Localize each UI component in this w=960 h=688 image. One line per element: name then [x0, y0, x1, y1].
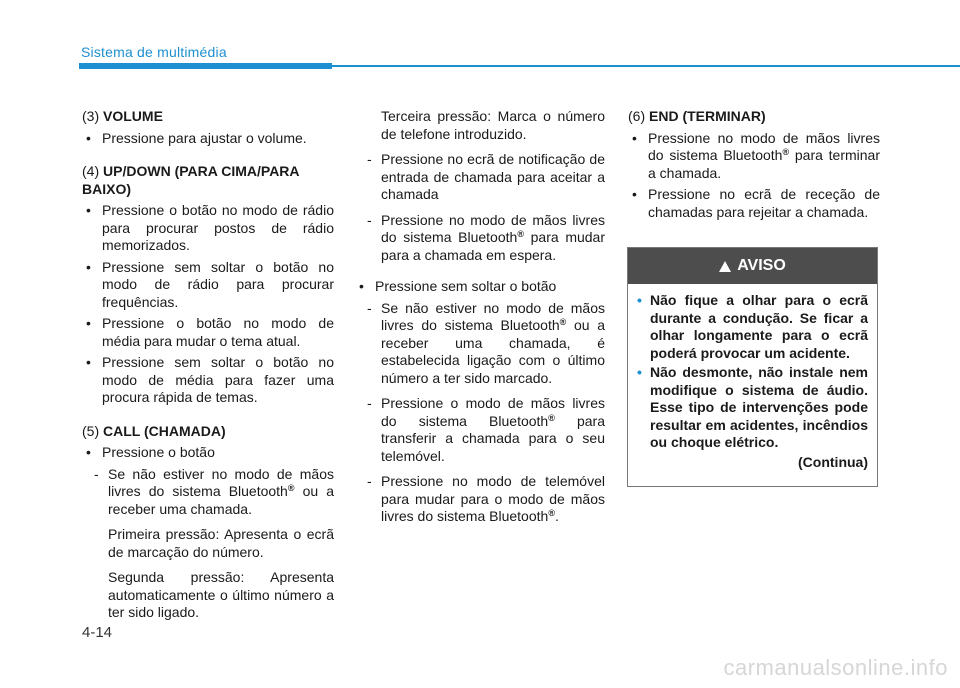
section-number: (4) — [82, 163, 100, 179]
bullet-item: • Pressione o botão no modo de média para mudar o tema atual. — [82, 315, 334, 350]
press-description: Primeira pressão: Apresenta o ecrã de marcação do número. — [108, 526, 334, 560]
warning-header — [628, 248, 877, 284]
warning-item: • Não fique a olhar para o ecrã durante a condução. Se ficar a olhar longamente para o ecrã poderá provocar um acidente. — [637, 292, 868, 362]
bullet-item: • Pressione para ajustar o volume. — [82, 130, 334, 148]
warning-item: • Não desmonte, não instale nem modifique o sistema de áudio. Esse tipo de intervenções pode resultar em acidentes, incêndios ou choque elétrico. — [637, 364, 868, 452]
dash-item: - Se não estiver no modo de mãos livres do sistema Bluetooth® ou a receber uma chamada, é estabelecida ligação com o último número a ter sido marcado. — [355, 300, 605, 388]
bullet-item: • Pressione o botão no modo de rádio para procurar postos de rádio memorizados. — [82, 202, 334, 255]
header-rule-thin — [332, 65, 960, 67]
section-number: (3) — [82, 108, 100, 124]
section-heading-volume — [82, 108, 334, 126]
page-number: 4-14 — [82, 624, 113, 641]
section-number: (6) — [628, 108, 646, 124]
bullet-item: • Pressione no modo de mãos livres do sistema Bluetooth® para terminar a chamada. — [628, 130, 880, 183]
column-3 — [628, 108, 880, 225]
dash-item: - Pressione no ecrã de notificação de entrada de chamada para aceitar a chamada — [355, 151, 605, 204]
bullet-item: • Pressione o botão — [82, 444, 334, 462]
section-label: UP/DOWN (PARA CIMA/PARA BAIXO) — [82, 163, 300, 197]
continued-label: (Continua) — [798, 453, 868, 470]
watermark: carmanualsonline.info — [723, 655, 948, 680]
section-heading-call — [82, 423, 334, 441]
dash-item: - Pressione o modo de mãos livres do sistema Bluetooth® para transferir a chamada para o seu telemóvel. — [355, 395, 605, 465]
warning-title: AVISO — [737, 257, 786, 274]
bullet-item: • Pressione sem soltar o botão no modo de média para fazer uma procura rápida de temas. — [82, 354, 334, 407]
bullet-item: • Pressione sem soltar o botão — [355, 278, 605, 296]
header-rule-thick — [79, 63, 332, 69]
press-description: Terceira pressão: Marca o número de telefone introduzido. — [381, 108, 605, 142]
bullet-item: • Pressione sem soltar o botão no modo de rádio para procurar frequências. — [82, 259, 334, 312]
warning-box — [627, 247, 878, 487]
section-heading-end — [628, 108, 880, 126]
warning-body — [628, 284, 877, 471]
warning-triangle-icon — [719, 261, 731, 272]
section-heading-up-down — [82, 163, 334, 198]
dash-item: - Se não estiver no modo de mãos livres do sistema Bluetooth® ou a receber uma chamada. — [82, 466, 334, 519]
bullet-item: • Pressione no ecrã de receção de chamadas para rejeitar a chamada. — [628, 186, 880, 221]
section-label: VOLUME — [103, 108, 163, 124]
column-1 — [82, 108, 334, 624]
press-description: Segunda pressão: Apresenta automaticamente o último número a ter sido ligado. — [108, 569, 334, 620]
dash-item: - Pressione no modo de telemóvel para mudar para o modo de mãos livres do sistema Bluetooth®. — [355, 473, 605, 526]
section-header-title: Sistema de multimédia — [81, 44, 227, 60]
column-2 — [355, 108, 605, 528]
dash-item: - Pressione no modo de mãos livres do sistema Bluetooth® para mudar para a chamada em espera. — [355, 212, 605, 265]
section-label: END (TERMINAR) — [649, 108, 766, 124]
section-number: (5) — [82, 422, 100, 439]
section-label: CALL (CHAMADA) — [103, 422, 226, 439]
